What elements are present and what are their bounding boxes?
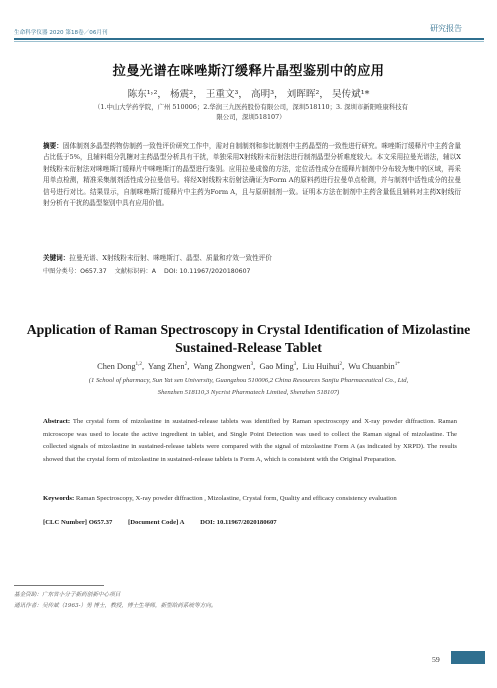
english-authors: Chen Dong$^{1,2}$, Yang Zhen$^2$, Wang Zhongwen$^3$, Gao Ming$^3$, Liu Huihui$^2$, Wu Chuanbin$^{1*}$ (97, 361, 400, 371)
journal-header: 生命科学仪器 2020 第18卷／06月刊 (14, 30, 108, 36)
english-clc-number: [CLC Number] O657.37 (43, 519, 113, 526)
author-name: Gao Ming (259, 361, 294, 371)
page-number-bar (451, 651, 485, 664)
english-document-code: [Document Code] A (127, 519, 185, 526)
chinese-keywords-label: 关键词： (43, 254, 70, 262)
chinese-classification (43, 266, 461, 275)
english-keywords-label: Keywords: (43, 495, 75, 502)
english-abstract-text: The crystal form of mizolastine in sustained-release tablets was identified by Raman spectroscopy and X-ray powder diffraction. Raman microscope was used to locate the active ingredient in tablet, and Single Point Detection was used to collect the Raman signal of mizolastine. The collected signals of mizolastine in sustained-release tablets were compared with the signal of mizolastine Form A (as indicated by XRPD). The results showed that the crystal form of mizolastine in sustained-release tablets is Form A, which is consistent with the Original Preparation. (43, 418, 457, 463)
english-classification (43, 519, 457, 526)
chinese-abstract-label: 摘要： (43, 142, 63, 150)
author-affiliation-mark: 2 (339, 361, 343, 367)
author-name: Yang Zhen (147, 361, 185, 371)
chinese-clc-number: 中图分类号：O657.37 (43, 268, 107, 275)
author-name: Wang Zhongwen (193, 361, 251, 371)
chinese-authors: 陈东¹˒²， 杨震²， 王重文³， 高明³， 刘晖晖²， 吴传斌¹* (127, 89, 370, 100)
english-abstract (43, 416, 457, 466)
author-name: Wu Chuanbin (348, 361, 395, 371)
author-affiliation-mark: 3 (250, 361, 254, 367)
author-name: Chen Dong (97, 361, 136, 371)
english-keywords-text: Raman Spectroscopy, X-ray powder diffraction , Mizolastine, Crystal form, Quality and efficacy consistency evaluation (75, 495, 397, 502)
english-affiliation (0, 375, 497, 399)
english-title: Application of Raman Spectroscopy in Crystal Identification of Mizolastine Sustained-Release Tablet (26, 322, 471, 355)
author-affiliation-mark: 1* (394, 361, 400, 367)
english-affiliation-line: (1 School of pharmacy, Sun Yat sen University, Guangzhou 510006,2 China Resources Sanjiu Pharmaceutical Co., Ltd, (88, 377, 409, 384)
chinese-affiliation: （1.中山大学药学院，广州 510006；2.华润三九医药股份有限公司，深圳518110；3. 深圳市新阳唯康科技有限公司，深圳518107） (94, 103, 408, 121)
english-doi: DOI: 10.11967/2020180607 (200, 519, 277, 526)
author-affiliation-mark: 1,2 (135, 361, 142, 367)
chinese-keywords-text: 拉曼光谱、X射线粉末衍射、咪唑斯汀、晶型、质量和疗效一致性评价 (69, 254, 272, 262)
page-number: 59 (432, 655, 440, 664)
english-abstract-label: Abstract: (43, 418, 71, 425)
chinese-abstract-text: 固体制剂多晶型药物仿制药一致性评价研究工作中，需对自制制剂和参比制剂中主药晶型的一致性进行研究。咪唑斯汀缓释片中主药含量占比低于5%，且辅料组分乳糖对主药晶型分析具有干扰，单独采用X射线粉末衍射法进行制剂晶型分析难度较大。本文采用拉曼光谱法，辅以X射线粉末衍射法对咪唑斯汀缓释片中咪唑斯汀的晶型进行鉴别。应用拉曼成像的方法，定位活性成分在缓释片制剂中分布较为集中的区域，再采用单点检测，精准采集制剂活性成分拉曼信号。将经X射线粉末衍射法确证为Form A的原料药进行拉曼单点检测，并与制剂中活性成分的拉曼信号进行对比。结果显示，自制咪唑斯汀缓释片中主药为Form A，且与原研制剂一致。证明本方法在制剂中主药含量低且辅料对主药X射线衍射分析有干扰的晶型鉴别中具有应用价值。 (43, 142, 462, 208)
author-affiliation-mark: 3 (293, 361, 297, 367)
header-rule (14, 38, 484, 40)
english-affiliation-line: Shenzhen 518110,3 Nycrist Pharmatech Limited, Shenzhen 518107) (157, 389, 340, 396)
footnote-fund: 基金资助：广东省小分子新药创新中心项目 (14, 592, 121, 598)
chinese-doi: DOI: 10.11967/2020180607 (163, 268, 251, 275)
chinese-title: 拉曼光谱在咪唑斯汀缓释片晶型鉴别中的应用 (112, 64, 385, 79)
chinese-keywords (43, 253, 461, 264)
header-rule-secondary (14, 41, 484, 42)
chinese-document-code: 文献标识码：A (114, 268, 156, 275)
author-affiliation-mark: 2 (184, 361, 188, 367)
chinese-abstract (43, 141, 461, 209)
english-keywords (43, 493, 457, 506)
footnote-author: 通讯作者：吴传斌（1963-）男 博士，教授，博士生导师，新型给药系统等方向。 (14, 603, 217, 609)
author-name: Liu Huihui (302, 361, 340, 371)
section-label: 研究报告 (430, 24, 462, 33)
footnote-rule (14, 585, 104, 586)
